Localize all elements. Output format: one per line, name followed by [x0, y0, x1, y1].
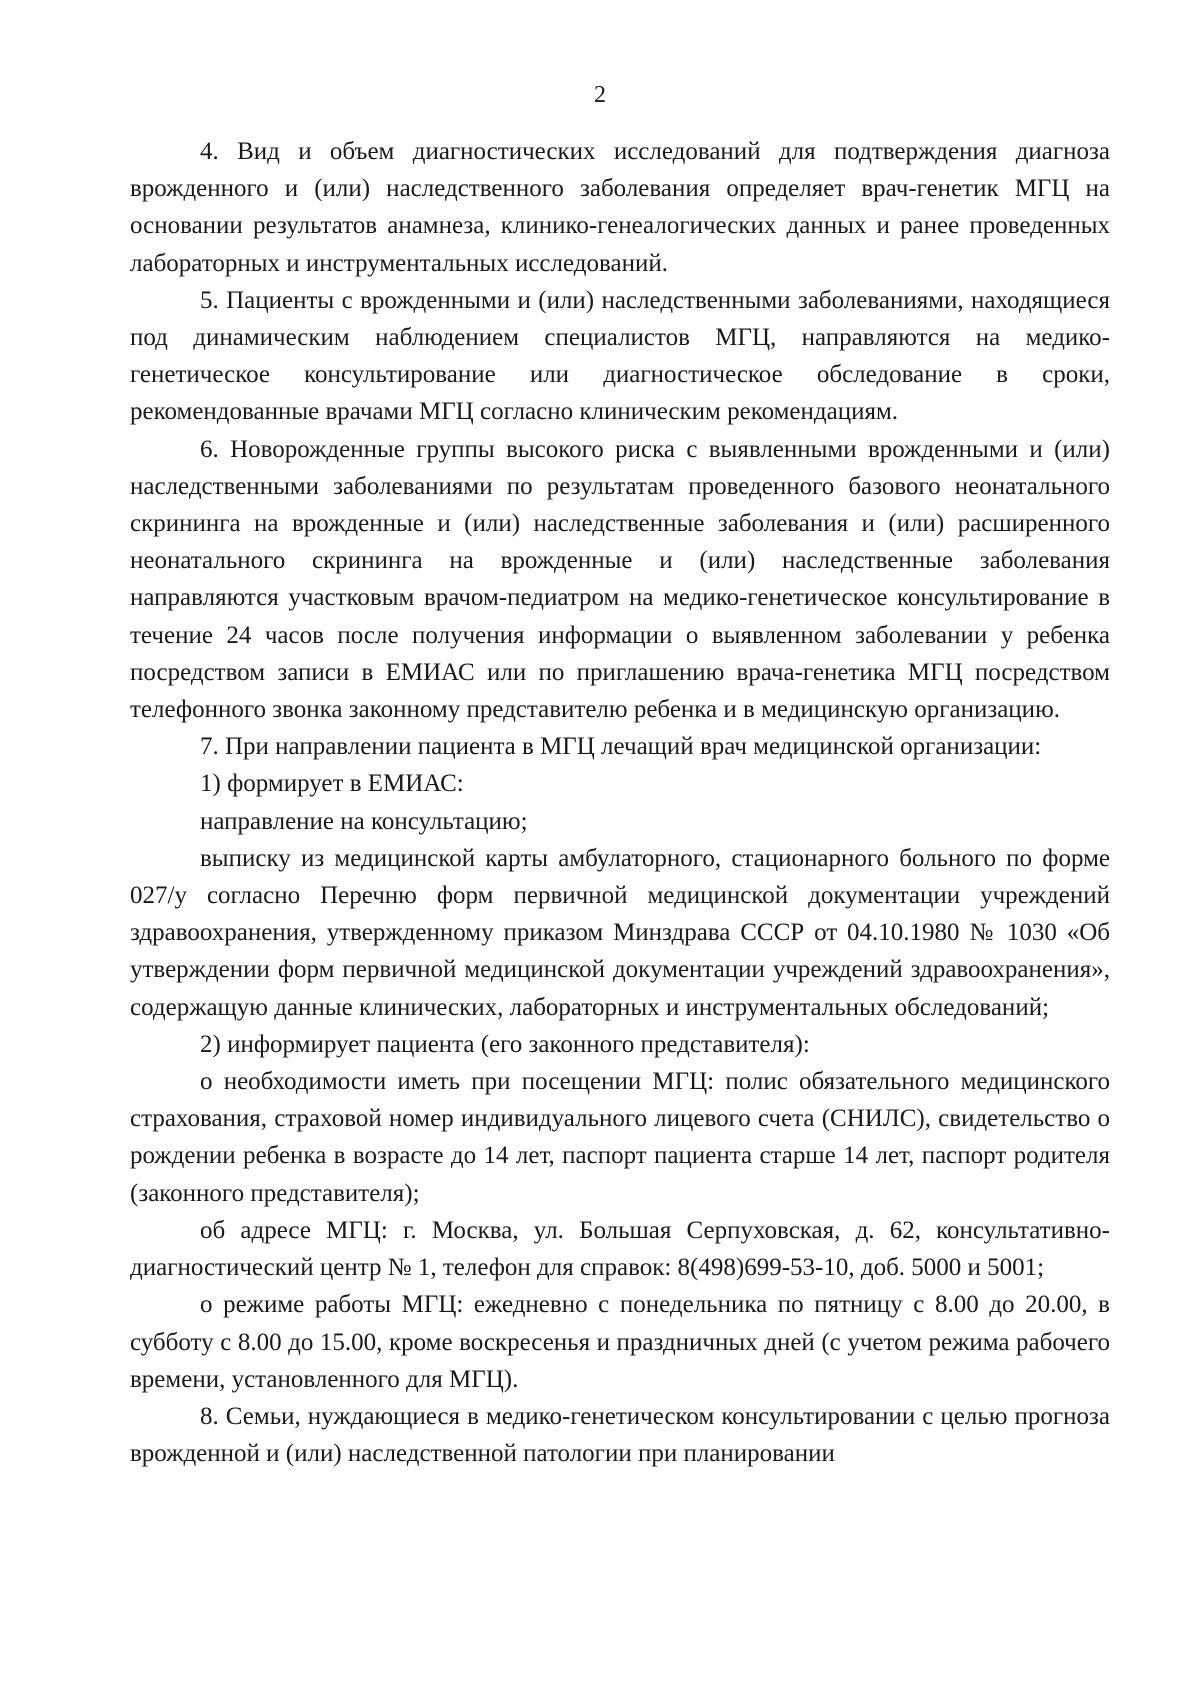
paragraph-item-6: 6. Новорожденные группы высокого риска с выявленными врожденными и (или) наследственными заболеваниями по результатам проведенного базового неонатального скрининга на врожденные и (или) наследственные заболевания и (или) расширенного неонатального скрининга на врожденные и (или) наследственные заболевания направляются участковым врачом-педиатром на медико-генетическое консультирование в течение 24 часов после получения информации о выявленном заболевании у ребенка посредством записи в ЕМИАС или по приглашению врача-генетика МГЦ посредством телефонного звонка законному представителю ребенка и в медицинскую организацию.	[130, 435, 1110, 724]
paragraph-required-documents: о необходимости иметь при посещении МГЦ: полис обязательного медицинского страхования, страховой номер индивидуального лицевого счета (СНИЛС), свидетельство о рождении ребенка в возрасте до 14 лет, паспорт пациента старше 14 лет, паспорт родителя (законного представителя);	[130, 1068, 1110, 1207]
page-number: 2	[594, 82, 606, 108]
paragraph-item-7: 7. При направлении пациента в МГЦ лечащий врач медицинской организации:	[200, 733, 1042, 761]
paragraph-item-8: 8. Семьи, нуждающиеся в медико-генетическом консультировании с целью прогноза врожденной и (или) наследственной патологии при планировании	[130, 1402, 1110, 1468]
document-body	[130, 133, 1110, 1472]
paragraph-referral: направление на консультацию;	[200, 807, 528, 835]
paragraph-subitem-7-1: 1) формирует в ЕМИАС:	[200, 770, 464, 798]
paragraph-item-4: 4. Вид и объем диагностических исследований для подтверждения диагноза врожденного и (или) наследственного заболевания определяет врач-генетик МГЦ на основании результатов анамнеза, клинико-генеалогических данных и ранее проведенных лабораторных и инструментальных исследований.	[130, 138, 1110, 277]
paragraph-medical-extract: выписку из медицинской карты амбулаторного, стационарного больного по форме 027/у согласно Перечню форм первичной медицинской документации учреждений здравоохранения, утвержденному приказом Минздрава СССР от 04.10.1980 № 1030 «Об утверждении форм первичной медицинской документации учреждений здравоохранения», содержащую данные клинических, лабораторных и инструментальных обследований;	[130, 844, 1110, 1021]
paragraph-subitem-7-2: 2) информирует пациента (его законного представителя):	[200, 1030, 810, 1058]
paragraph-address: об адресе МГЦ: г. Москва, ул. Большая Серпуховская, д. 62, консультативно-диагностический центр № 1, телефон для справок: 8(498)699-53-10, доб. 5000 и 5001;	[130, 1216, 1110, 1282]
paragraph-item-5: 5. Пациенты с врожденными и (или) наследственными заболеваниями, находящиеся под динамическим наблюдением специалистов МГЦ, направляются на медико-генетическое консультирование или диагностическое обследование в сроки, рекомендованные врачами МГЦ согласно клиническим рекомендациям.	[130, 286, 1110, 426]
paragraph-working-hours: о режиме работы МГЦ: ежедневно с понедельника по пятницу с 8.00 до 20.00, в субботу с 8.00 до 15.00, кроме воскресенья и праздничных дней (с учетом режима рабочего времени, установленного для МГЦ).	[130, 1291, 1110, 1393]
